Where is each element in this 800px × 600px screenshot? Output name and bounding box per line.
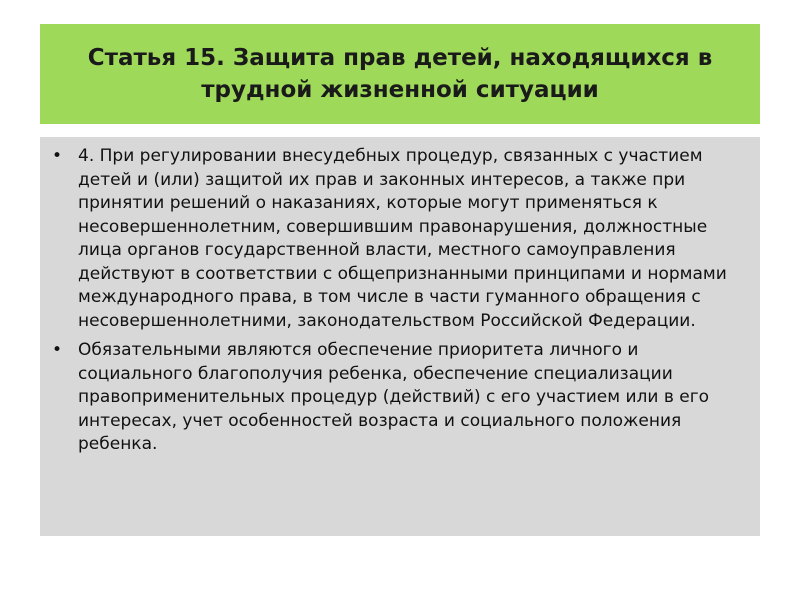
bullet-text: 4. При регулировании внесудебных процедур, связанных с участием детей и (или) защитой их прав и законных интересов, а также при принятии решений о наказаниях, которые могут применяться к несовершеннолетним, совершившим правонарушения, должностные лица органов государственной власти, местного самоуправления действуют в соответствии с общепризнанными принципами и нормами международного права, в том числе в части гуманного обращения с несовершеннолетними, законодательством Российской Федерации. (78, 146, 727, 331)
bullet-icon: • (52, 146, 63, 166)
bullet-text: Обязательными являются обеспечение приоритета личного и социального благополучия ребенка, обеспечение специализации правоприменительных процедур (действий) с его участием или в его интересах, учет особенностей возраста и социального положения ребенка. (78, 340, 710, 454)
list-item (48, 145, 748, 333)
list-item (48, 339, 748, 457)
content-panel (40, 137, 760, 536)
title-banner (40, 24, 760, 124)
bullet-icon: • (52, 340, 63, 360)
slide-title: Статья 15. Защита прав детей, находящихся в трудной жизненной ситуации (87, 45, 713, 103)
bullet-list (48, 145, 748, 457)
